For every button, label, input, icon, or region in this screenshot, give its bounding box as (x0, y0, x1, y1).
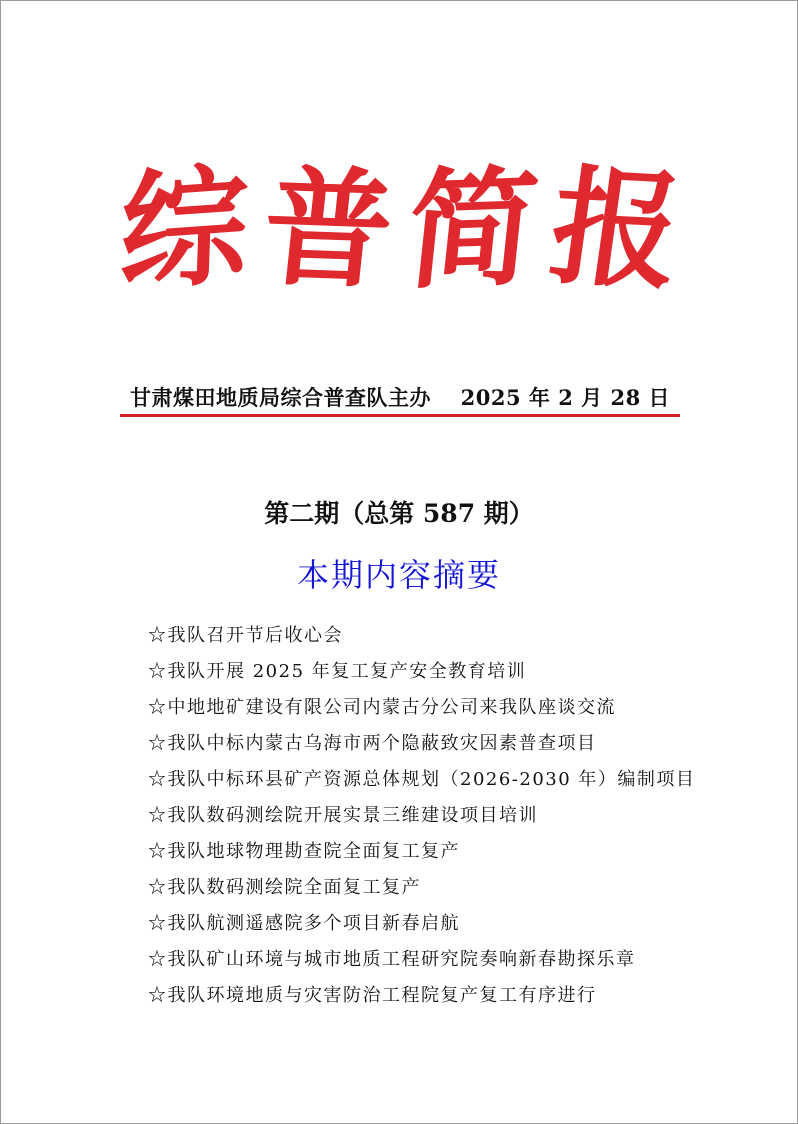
summary-item: ☆我队环境地质与灾害防治工程院复产复工有序进行 (148, 985, 597, 1006)
summary-item: ☆我队开展 2025 年复工复产安全教育培训 (148, 661, 527, 682)
summary-item: ☆我队航测遥感院多个项目新春启航 (148, 913, 460, 934)
summary-list (148, 618, 748, 1014)
summary-item: ☆我队地球物理勘查院全面复工复产 (148, 841, 460, 862)
summary-item: ☆我队矿山环境与城市地质工程研究院奏响新春勘探乐章 (148, 949, 636, 970)
masthead-char-1: 综 (117, 150, 251, 310)
red-divider (120, 414, 680, 417)
summary-item: ☆我队中标环县矿产资源总体规划（2026-2030 年）编制项目 (148, 769, 696, 790)
masthead-char-4: 报 (541, 152, 691, 308)
organizer-text: 甘肃煤田地质局综合普查队主办 (130, 385, 431, 410)
masthead-title (117, 150, 691, 310)
issue-date: 2025 年 2 月 28 日 (460, 385, 670, 410)
masthead-char-2: 普 (256, 152, 400, 308)
summary-item: ☆我队数码测绘院全面复工复产 (148, 877, 421, 898)
summary-item: ☆我队中标内蒙古乌海市两个隐蔽致灾因素普查项目 (148, 733, 597, 754)
summary-item: ☆我队数码测绘院开展实景三维建设项目培训 (148, 805, 538, 826)
masthead-char-3: 简 (400, 152, 544, 308)
summary-title: 本期内容摘要 (296, 556, 501, 594)
issue-number: 第二期（总第 587 期） (264, 499, 534, 528)
summary-item: ☆我队召开节后收心会 (148, 625, 343, 646)
issuer-line (130, 382, 670, 412)
summary-item: ☆中地地矿建设有限公司内蒙古分公司来我队座谈交流 (148, 697, 616, 718)
